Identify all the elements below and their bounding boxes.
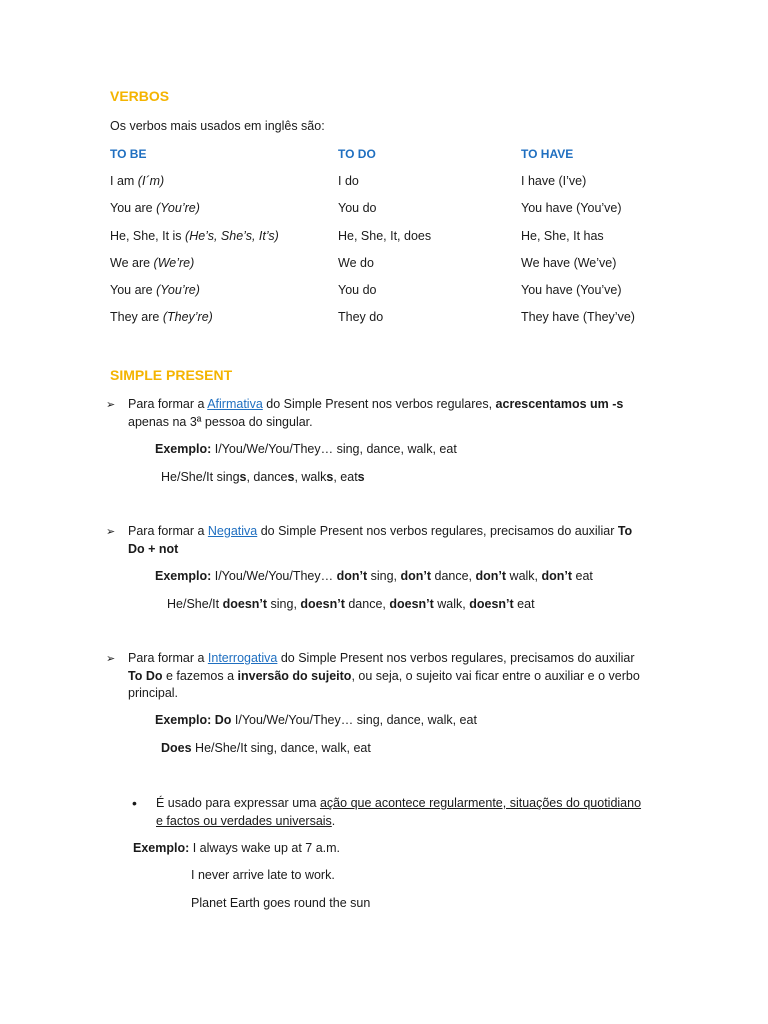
- to-have-cell: You have (You’ve): [521, 283, 622, 297]
- to-have-cell: They have (They’ve): [521, 310, 635, 324]
- to-do-cell: I do: [338, 174, 359, 188]
- negativa-example-1: Exemplo: I/You/We/You/They… don’t sing, don’t dance, don’t walk, don’t eat: [155, 569, 593, 583]
- to-do-cell: You do: [338, 283, 377, 297]
- uso-paragraph: É usado para expressar uma ação que acontece regularmente, situações do quotidiano e factos ou verdades universais.: [156, 796, 642, 828]
- arrow-bullet-icon: ➢: [106, 526, 116, 538]
- to-have-cell: You have (You’ve): [521, 201, 622, 215]
- verbos-intro: Os verbos mais usados em inglês são:: [110, 119, 325, 133]
- to-do-cell: They do: [338, 310, 384, 324]
- arrow-bullet-icon: ➢: [106, 399, 116, 411]
- afirmativa-example-1: Exemplo: I/You/We/You/They… sing, dance, walk, eat: [155, 442, 457, 456]
- to-have-cell: I have (I’ve): [521, 174, 587, 188]
- negativa-paragraph: Para formar a Negativa do Simple Present nos verbos regulares, precisamos do auxiliar To Do + not: [128, 524, 633, 556]
- column-header-to-be: TO BE: [110, 147, 147, 161]
- to-do-cell: You do: [338, 201, 377, 215]
- interrogativa-paragraph: Para formar a Interrogativa do Simple Present nos verbos regulares, precisamos do auxiliar To Do e fazemos a inversão do sujeito, ou seja, o sujeito vai ficar entre o auxiliar e o verbo principal.: [128, 651, 640, 700]
- to-be-cell: They are (They’re): [110, 310, 213, 324]
- afirmativa-paragraph: Para formar a Afirmativa do Simple Present nos verbos regulares, acrescentamos um -s apenas na 3ª pessoa do singular.: [128, 397, 624, 429]
- interrogativa-link[interactable]: Interrogativa: [207, 651, 278, 665]
- bullet-dot-icon: •: [132, 795, 137, 811]
- uso-example-1: Exemplo: I always wake up at 7 a.m.: [133, 841, 341, 855]
- to-be-cell: We are (We’re): [110, 256, 195, 270]
- to-have-cell: He, She, It has: [521, 229, 604, 243]
- uso-example-3: Planet Earth goes round the sun: [191, 896, 371, 910]
- column-header-to-have: TO HAVE: [521, 147, 574, 161]
- simple-present-heading: SIMPLE PRESENT: [110, 367, 233, 383]
- to-do-cell: We do: [338, 256, 374, 270]
- arrow-bullet-icon: ➢: [106, 653, 116, 665]
- to-be-cell: You are (You’re): [110, 283, 200, 297]
- verbos-heading: VERBOS: [110, 88, 170, 104]
- afirmativa-example-2: He/She/It sings, dances, walks, eats: [161, 470, 365, 484]
- to-do-cell: He, She, It, does: [338, 229, 432, 243]
- negativa-link[interactable]: Negativa: [207, 524, 258, 538]
- to-be-cell: You are (You’re): [110, 201, 200, 215]
- to-be-cell: I am (I´m): [110, 174, 165, 188]
- to-be-cell: He, She, It is (He’s, She’s, It’s): [110, 229, 279, 243]
- negativa-example-2: He/She/It doesn’t sing, doesn’t dance, doesn’t walk, doesn’t eat: [167, 597, 535, 611]
- interrogativa-example-2: Does He/She/It sing, dance, walk, eat: [161, 741, 371, 755]
- interrogativa-example-1: Exemplo: Do I/You/We/You/They… sing, dance, walk, eat: [155, 713, 477, 727]
- to-have-cell: We have (We’ve): [521, 256, 617, 270]
- afirmativa-link[interactable]: Afirmativa: [207, 397, 263, 411]
- column-header-to-do: TO DO: [338, 147, 376, 161]
- uso-example-2: I never arrive late to work.: [191, 868, 335, 882]
